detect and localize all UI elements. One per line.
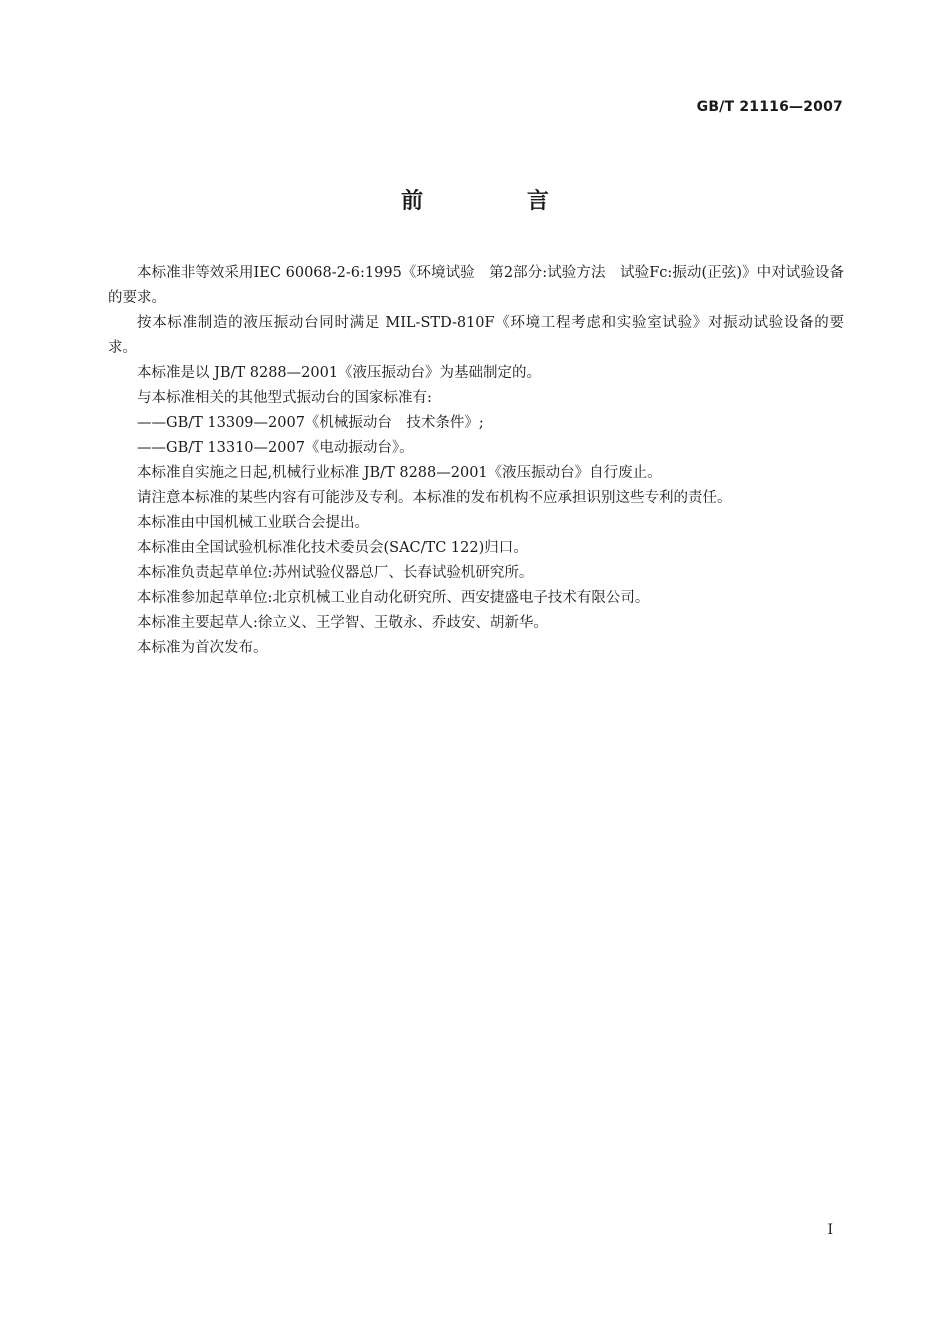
page-number: I (827, 1222, 833, 1238)
paragraph-drafting-units: 本标准负责起草单位:苏州试验仪器总厂、长春试验机研究所。 (137, 565, 534, 581)
paragraph-adoption: 本标准非等效采用IEC 60068-2-6:1995《环境试验 第2部分:试验方法 试验Fc:振动(正弦)》中对试验设备的要求。 (108, 265, 844, 306)
related-standard-item: ——GB/T 13309—2007《机械振动台 技术条件》; (137, 415, 484, 431)
paragraph-first-release: 本标准为首次发布。 (137, 640, 268, 656)
standard-number: GB/T 21116—2007 (696, 99, 843, 115)
foreword-body (108, 261, 844, 661)
paragraph-mil-std: 按本标准制造的液压振动台同时满足 MIL-STD-810F《环境工程考虑和实验室试验》对振动试验设备的要求。 (108, 315, 844, 356)
paragraph-participating-units: 本标准参加起草单位:北京机械工业自动化研究所、西安捷盛电子技术有限公司。 (137, 590, 650, 606)
paragraph-supersedes: 本标准自实施之日起,机械行业标准 JB/T 8288—2001《液压振动台》自行废止。 (137, 465, 662, 481)
related-standard-item: ——GB/T 13310—2007《电动振动台》。 (137, 440, 414, 456)
paragraph-drafters: 本标准主要起草人:徐立义、王学智、王敬永、乔歧安、胡新华。 (137, 615, 548, 631)
paragraph-related-standards: 与本标准相关的其他型式振动台的国家标准有: (137, 390, 432, 406)
paragraph-centralized-by: 本标准由全国试验机标准化技术委员会(SAC/TC 122)归口。 (137, 540, 528, 556)
paragraph-basis: 本标准是以 JB/T 8288—2001《液压振动台》为基础制定的。 (137, 365, 542, 381)
paragraph-proposed-by: 本标准由中国机械工业联合会提出。 (137, 515, 369, 531)
paragraph-patent-notice: 请注意本标准的某些内容有可能涉及专利。本标准的发布机构不应承担识别这些专利的责任。 (137, 490, 732, 506)
page-title: 前 言 (401, 189, 597, 214)
